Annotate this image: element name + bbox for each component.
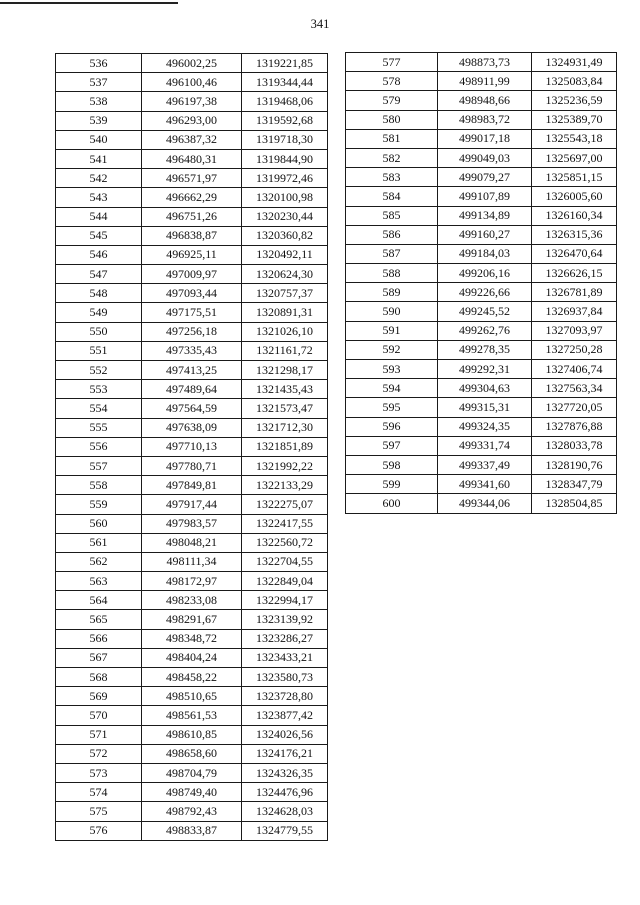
table-row: [346, 455, 617, 474]
point-number-cell: 542: [56, 169, 142, 188]
x-coordinate-cell: 498291,67: [142, 610, 242, 629]
point-number-cell: 598: [346, 455, 438, 474]
point-number-cell: 586: [346, 225, 438, 244]
y-coordinate-cell: 1321712,30: [242, 418, 328, 437]
y-coordinate-cell: 1327876,88: [532, 417, 617, 436]
table-row: [56, 668, 328, 687]
x-coordinate-cell: 499292,31: [438, 360, 532, 379]
table-row: [346, 379, 617, 398]
y-coordinate-cell: 1326315,36: [532, 225, 617, 244]
table-row: [56, 303, 328, 322]
x-coordinate-cell: 499134,89: [438, 206, 532, 225]
point-number-cell: 585: [346, 206, 438, 225]
x-coordinate-cell: 497849,81: [142, 476, 242, 495]
x-coordinate-cell: 498458,22: [142, 668, 242, 687]
y-coordinate-cell: 1325236,59: [532, 91, 617, 110]
table-row: [56, 341, 328, 360]
y-coordinate-cell: 1320891,31: [242, 303, 328, 322]
y-coordinate-cell: 1324326,35: [242, 763, 328, 782]
y-coordinate-cell: 1328504,85: [532, 494, 617, 513]
point-number-cell: 552: [56, 361, 142, 380]
x-coordinate-cell: 498833,87: [142, 821, 242, 840]
x-coordinate-cell: 496838,87: [142, 226, 242, 245]
table-row: [56, 226, 328, 245]
point-number-cell: 589: [346, 283, 438, 302]
x-coordinate-cell: 496480,31: [142, 149, 242, 168]
x-coordinate-cell: 498983,72: [438, 110, 532, 129]
point-number-cell: 541: [56, 149, 142, 168]
table-row: [346, 475, 617, 494]
y-coordinate-cell: 1325389,70: [532, 110, 617, 129]
table-row: [346, 360, 617, 379]
point-number-cell: 562: [56, 552, 142, 571]
table-row: [56, 380, 328, 399]
x-coordinate-cell: 496197,38: [142, 92, 242, 111]
y-coordinate-cell: 1320757,37: [242, 284, 328, 303]
table-row: [56, 687, 328, 706]
table-row: [56, 495, 328, 514]
table-row: [56, 245, 328, 264]
y-coordinate-cell: 1320230,44: [242, 207, 328, 226]
x-coordinate-cell: 499341,60: [438, 475, 532, 494]
y-coordinate-cell: 1326937,84: [532, 302, 617, 321]
x-coordinate-cell: 497710,13: [142, 437, 242, 456]
point-number-cell: 561: [56, 533, 142, 552]
point-number-cell: 575: [56, 802, 142, 821]
y-coordinate-cell: 1322417,55: [242, 514, 328, 533]
x-coordinate-cell: 499107,89: [438, 187, 532, 206]
point-number-cell: 560: [56, 514, 142, 533]
point-number-cell: 574: [56, 783, 142, 802]
point-number-cell: 559: [56, 495, 142, 514]
y-coordinate-cell: 1326470,64: [532, 244, 617, 263]
table-row: [56, 629, 328, 648]
point-number-cell: 570: [56, 706, 142, 725]
x-coordinate-cell: 499337,49: [438, 455, 532, 474]
y-coordinate-cell: 1319468,06: [242, 92, 328, 111]
table-row: [346, 302, 617, 321]
y-coordinate-cell: 1324026,56: [242, 725, 328, 744]
x-coordinate-cell: 497983,57: [142, 514, 242, 533]
x-coordinate-cell: 497413,25: [142, 361, 242, 380]
x-coordinate-cell: 496571,97: [142, 169, 242, 188]
y-coordinate-cell: 1323433,21: [242, 648, 328, 667]
x-coordinate-cell: 498404,24: [142, 648, 242, 667]
point-number-cell: 540: [56, 130, 142, 149]
table-row: [56, 418, 328, 437]
table-row: [346, 244, 617, 263]
x-coordinate-cell: 496293,00: [142, 111, 242, 130]
top-rule: [0, 2, 178, 4]
x-coordinate-cell: 499017,18: [438, 129, 532, 148]
y-coordinate-cell: 1320360,82: [242, 226, 328, 245]
table-row: [346, 436, 617, 455]
table-row: [56, 265, 328, 284]
x-coordinate-cell: 496751,26: [142, 207, 242, 226]
point-number-cell: 548: [56, 284, 142, 303]
table-row: [346, 225, 617, 244]
x-coordinate-cell: 498911,99: [438, 72, 532, 91]
point-number-cell: 590: [346, 302, 438, 321]
y-coordinate-cell: 1321161,72: [242, 341, 328, 360]
table-row: [56, 552, 328, 571]
point-number-cell: 558: [56, 476, 142, 495]
table-row: [56, 92, 328, 111]
point-number-cell: 565: [56, 610, 142, 629]
y-coordinate-cell: 1327406,74: [532, 360, 617, 379]
table-row: [56, 399, 328, 418]
y-coordinate-cell: 1327093,97: [532, 321, 617, 340]
table-row: [346, 91, 617, 110]
point-number-cell: 545: [56, 226, 142, 245]
point-number-cell: 568: [56, 668, 142, 687]
table-row: [346, 283, 617, 302]
y-coordinate-cell: 1321851,89: [242, 437, 328, 456]
table-row: [56, 706, 328, 725]
x-coordinate-cell: 497564,59: [142, 399, 242, 418]
y-coordinate-cell: 1324931,49: [532, 53, 617, 72]
table-row: [56, 821, 328, 840]
x-coordinate-cell: 499245,52: [438, 302, 532, 321]
point-number-cell: 564: [56, 591, 142, 610]
y-coordinate-cell: 1324476,96: [242, 783, 328, 802]
point-number-cell: 556: [56, 437, 142, 456]
point-number-cell: 587: [346, 244, 438, 263]
point-number-cell: 592: [346, 340, 438, 359]
y-coordinate-cell: 1325543,18: [532, 129, 617, 148]
table-row: [56, 514, 328, 533]
table-row: [56, 54, 328, 73]
x-coordinate-cell: 496925,11: [142, 245, 242, 264]
x-coordinate-cell: 499160,27: [438, 225, 532, 244]
y-coordinate-cell: 1321298,17: [242, 361, 328, 380]
y-coordinate-cell: 1320100,98: [242, 188, 328, 207]
point-number-cell: 588: [346, 264, 438, 283]
y-coordinate-cell: 1326781,89: [532, 283, 617, 302]
x-coordinate-cell: 498561,53: [142, 706, 242, 725]
point-number-cell: 569: [56, 687, 142, 706]
point-number-cell: 579: [346, 91, 438, 110]
x-coordinate-cell: 498749,40: [142, 783, 242, 802]
y-coordinate-cell: 1319344,44: [242, 73, 328, 92]
y-coordinate-cell: 1323139,92: [242, 610, 328, 629]
point-number-cell: 551: [56, 341, 142, 360]
table-row: [56, 648, 328, 667]
table-row: [56, 169, 328, 188]
table-row: [346, 264, 617, 283]
point-number-cell: 582: [346, 148, 438, 167]
y-coordinate-cell: 1322704,55: [242, 552, 328, 571]
point-number-cell: 539: [56, 111, 142, 130]
point-number-cell: 576: [56, 821, 142, 840]
table-row: [346, 417, 617, 436]
point-number-cell: 536: [56, 54, 142, 73]
x-coordinate-cell: 497009,97: [142, 265, 242, 284]
y-coordinate-cell: 1324628,03: [242, 802, 328, 821]
table-row: [56, 130, 328, 149]
y-coordinate-cell: 1327720,05: [532, 398, 617, 417]
x-coordinate-cell: 498658,60: [142, 744, 242, 763]
x-coordinate-cell: 499226,66: [438, 283, 532, 302]
point-number-cell: 600: [346, 494, 438, 513]
y-coordinate-cell: 1322275,07: [242, 495, 328, 514]
table-row: [56, 284, 328, 303]
table-row: [346, 148, 617, 167]
point-number-cell: 572: [56, 744, 142, 763]
x-coordinate-cell: 497638,09: [142, 418, 242, 437]
x-coordinate-cell: 499079,27: [438, 168, 532, 187]
table-row: [346, 398, 617, 417]
x-coordinate-cell: 497175,51: [142, 303, 242, 322]
y-coordinate-cell: 1319221,85: [242, 54, 328, 73]
x-coordinate-cell: 498873,73: [438, 53, 532, 72]
table-row: [56, 763, 328, 782]
y-coordinate-cell: 1322849,04: [242, 572, 328, 591]
point-number-cell: 549: [56, 303, 142, 322]
x-coordinate-cell: 498704,79: [142, 763, 242, 782]
y-coordinate-cell: 1321992,22: [242, 456, 328, 475]
coordinates-table-right: [345, 52, 617, 514]
table-row: [56, 361, 328, 380]
table-row: [56, 456, 328, 475]
table-row: [56, 783, 328, 802]
y-coordinate-cell: 1319592,68: [242, 111, 328, 130]
table-row: [346, 129, 617, 148]
x-coordinate-cell: 496662,29: [142, 188, 242, 207]
y-coordinate-cell: 1326626,15: [532, 264, 617, 283]
point-number-cell: 547: [56, 265, 142, 284]
table-row: [346, 340, 617, 359]
x-coordinate-cell: 498792,43: [142, 802, 242, 821]
point-number-cell: 554: [56, 399, 142, 418]
y-coordinate-cell: 1322560,72: [242, 533, 328, 552]
y-coordinate-cell: 1324779,55: [242, 821, 328, 840]
x-coordinate-cell: 498348,72: [142, 629, 242, 648]
y-coordinate-cell: 1321026,10: [242, 322, 328, 341]
table-row: [346, 110, 617, 129]
y-coordinate-cell: 1321435,43: [242, 380, 328, 399]
table-row: [346, 187, 617, 206]
y-coordinate-cell: 1323728,80: [242, 687, 328, 706]
point-number-cell: 577: [346, 53, 438, 72]
y-coordinate-cell: 1323877,42: [242, 706, 328, 725]
table-row: [56, 744, 328, 763]
table-row: [346, 321, 617, 340]
x-coordinate-cell: 496100,46: [142, 73, 242, 92]
x-coordinate-cell: 498048,21: [142, 533, 242, 552]
y-coordinate-cell: 1322133,29: [242, 476, 328, 495]
point-number-cell: 566: [56, 629, 142, 648]
point-number-cell: 584: [346, 187, 438, 206]
point-number-cell: 557: [56, 456, 142, 475]
x-coordinate-cell: 498172,97: [142, 572, 242, 591]
point-number-cell: 597: [346, 436, 438, 455]
table-row: [346, 206, 617, 225]
table-row: [346, 494, 617, 513]
x-coordinate-cell: 497256,18: [142, 322, 242, 341]
x-coordinate-cell: 497489,64: [142, 380, 242, 399]
y-coordinate-cell: 1321573,47: [242, 399, 328, 418]
y-coordinate-cell: 1325851,15: [532, 168, 617, 187]
point-number-cell: 563: [56, 572, 142, 591]
point-number-cell: 555: [56, 418, 142, 437]
table-row: [56, 533, 328, 552]
table-row: [346, 168, 617, 187]
table-row: [56, 111, 328, 130]
point-number-cell: 599: [346, 475, 438, 494]
point-number-cell: 544: [56, 207, 142, 226]
point-number-cell: 581: [346, 129, 438, 148]
table-row: [56, 207, 328, 226]
x-coordinate-cell: 498233,08: [142, 591, 242, 610]
point-number-cell: 538: [56, 92, 142, 111]
point-number-cell: 593: [346, 360, 438, 379]
x-coordinate-cell: 497335,43: [142, 341, 242, 360]
point-number-cell: 596: [346, 417, 438, 436]
x-coordinate-cell: 498111,34: [142, 552, 242, 571]
point-number-cell: 553: [56, 380, 142, 399]
x-coordinate-cell: 499344,06: [438, 494, 532, 513]
point-number-cell: 591: [346, 321, 438, 340]
point-number-cell: 543: [56, 188, 142, 207]
x-coordinate-cell: 497093,44: [142, 284, 242, 303]
y-coordinate-cell: 1325697,00: [532, 148, 617, 167]
table-row: [56, 476, 328, 495]
y-coordinate-cell: 1326160,34: [532, 206, 617, 225]
point-number-cell: 571: [56, 725, 142, 744]
x-coordinate-cell: 497780,71: [142, 456, 242, 475]
y-coordinate-cell: 1328347,79: [532, 475, 617, 494]
x-coordinate-cell: 498510,65: [142, 687, 242, 706]
point-number-cell: 594: [346, 379, 438, 398]
x-coordinate-cell: 499262,76: [438, 321, 532, 340]
y-coordinate-cell: 1319718,30: [242, 130, 328, 149]
y-coordinate-cell: 1323286,27: [242, 629, 328, 648]
y-coordinate-cell: 1326005,60: [532, 187, 617, 206]
y-coordinate-cell: 1327563,34: [532, 379, 617, 398]
y-coordinate-cell: 1327250,28: [532, 340, 617, 359]
table-row: [56, 610, 328, 629]
x-coordinate-cell: 497917,44: [142, 495, 242, 514]
point-number-cell: 567: [56, 648, 142, 667]
y-coordinate-cell: 1328033,78: [532, 436, 617, 455]
point-number-cell: 583: [346, 168, 438, 187]
y-coordinate-cell: 1328190,76: [532, 455, 617, 474]
table-row: [56, 725, 328, 744]
table-row: [56, 802, 328, 821]
point-number-cell: 573: [56, 763, 142, 782]
x-coordinate-cell: 498948,66: [438, 91, 532, 110]
x-coordinate-cell: 499315,31: [438, 398, 532, 417]
table-row: [56, 322, 328, 341]
table-row: [56, 591, 328, 610]
point-number-cell: 580: [346, 110, 438, 129]
y-coordinate-cell: 1323580,73: [242, 668, 328, 687]
y-coordinate-cell: 1324176,21: [242, 744, 328, 763]
x-coordinate-cell: 499331,74: [438, 436, 532, 455]
point-number-cell: 546: [56, 245, 142, 264]
x-coordinate-cell: 499324,35: [438, 417, 532, 436]
x-coordinate-cell: 496002,25: [142, 54, 242, 73]
coordinates-table-left: [55, 53, 328, 841]
x-coordinate-cell: 499184,03: [438, 244, 532, 263]
table-row: [56, 73, 328, 92]
x-coordinate-cell: 499304,63: [438, 379, 532, 398]
y-coordinate-cell: 1319844,90: [242, 149, 328, 168]
x-coordinate-cell: 498610,85: [142, 725, 242, 744]
y-coordinate-cell: 1322994,17: [242, 591, 328, 610]
x-coordinate-cell: 496387,32: [142, 130, 242, 149]
table-row: [56, 188, 328, 207]
point-number-cell: 537: [56, 73, 142, 92]
y-coordinate-cell: 1320492,11: [242, 245, 328, 264]
y-coordinate-cell: 1320624,30: [242, 265, 328, 284]
y-coordinate-cell: 1325083,84: [532, 72, 617, 91]
table-row: [56, 572, 328, 591]
point-number-cell: 595: [346, 398, 438, 417]
table-row: [56, 149, 328, 168]
x-coordinate-cell: 499206,16: [438, 264, 532, 283]
page-number: 341: [310, 17, 330, 31]
y-coordinate-cell: 1319972,46: [242, 169, 328, 188]
point-number-cell: 578: [346, 72, 438, 91]
x-coordinate-cell: 499278,35: [438, 340, 532, 359]
table-row: [346, 53, 617, 72]
table-row: [346, 72, 617, 91]
x-coordinate-cell: 499049,03: [438, 148, 532, 167]
point-number-cell: 550: [56, 322, 142, 341]
table-row: [56, 437, 328, 456]
